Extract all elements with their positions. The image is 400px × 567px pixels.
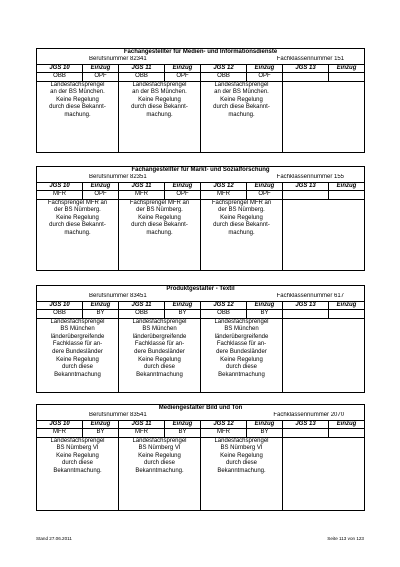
column-header: Einzug [83,182,119,190]
regulation-text-line: Landesfachsprengel [50,318,105,325]
regulation-text-line: Landesfachsprengel [214,318,269,325]
column-header: Einzug [329,420,365,428]
regulation-text-line: länderübergreifende [132,333,187,340]
regulation-text-line: Keine Regelung [138,452,181,459]
regulation-text [201,199,283,270]
region-code [329,73,365,81]
regulation-text-line: an der BS München. [214,89,269,96]
regulation-text [37,437,119,510]
region-code [283,310,329,318]
regulation-text-line: Bekanntmachung [218,371,265,378]
region-code: OPF [165,73,201,81]
regulation-text-line: Keine Regelung [56,96,99,103]
regulation-text-line: der BS Nürnberg. [54,207,101,214]
regulation-text [201,81,283,152]
column-header: JGS 11 [119,420,165,428]
column-header: Einzug [83,301,119,309]
regulation-text-line: Keine Regelung [220,452,263,459]
occupation-numbers [37,412,365,420]
column-header: JGS 11 [119,64,165,72]
region-code: MFR [201,191,247,199]
regulation-table [36,48,365,153]
footer-page-number: Seite 113 von 123 [327,536,364,541]
regulation-text-line: Landesfachsprengel [50,81,105,88]
region-code: MFR [37,429,83,437]
column-header: JGS 12 [201,420,247,428]
regulation-text-line: BS Nürnberg VI [56,445,99,452]
column-header: Einzug [165,182,201,190]
regulation-text [201,318,283,392]
regulation-text-line: Keine Regelung [56,452,99,459]
regulation-text-line: Fachklasse für an- [134,341,185,348]
regulation-text-line: durch diese [225,460,258,467]
regulation-text-line: machung. [64,230,91,236]
berufsnummer: Berufsnummer 83451 [89,293,147,300]
region-code: OBB [201,310,247,318]
region-code: BY [165,310,201,318]
region-code: BY [83,310,119,318]
column-header: JGS 10 [37,420,83,428]
regulation-text-line: Landesfachsprengel [214,81,269,88]
region-code [329,191,365,199]
regulation-text-line: machung. [64,112,91,118]
fachklassennummer: Fachklassennummer 2070 [273,412,345,419]
regulation-table [36,285,365,393]
column-header: Einzug [247,182,283,190]
regulation-text-line: Keine Regelung [56,356,99,363]
fachklassennummer: Fachklassennummer 151 [276,56,345,63]
regulation-text-line: an der BS München. [132,89,187,96]
region-code: MFR [37,191,83,199]
regulation-text-line: an der BS München. [50,89,105,96]
regulation-text-line: Bekanntmachung [136,371,183,378]
regulation-text-line: Fachklasse für an- [52,341,103,348]
occupation-numbers [37,56,365,64]
column-header: Einzug [165,301,201,309]
column-header: JGS 11 [119,301,165,309]
regulation-text-line: Keine Regelung [220,214,263,221]
regulation-text-line: Landesfachsprengel [132,318,187,325]
region-code [329,429,365,437]
regulation-text-line: Keine Regelung [56,214,99,221]
regulation-text [119,318,201,392]
regulation-text-line: Landesfachsprengel [50,437,105,444]
regulation-text [37,318,119,392]
regulation-text [37,199,119,270]
regulation-text-line: BS München [142,326,177,333]
regulation-text-line: dere Bundesländer [134,349,185,355]
regulation-text-line: Keine Regelung [138,356,181,363]
fachklassennummer: Fachklassennummer 617 [276,293,344,300]
regulation-text-line: Landesfachsprengel [132,437,187,444]
occupation-numbers [37,174,365,182]
region-code: BY [165,429,201,437]
regulation-text-line: Keine Regelung [220,356,263,363]
column-header: JGS 13 [283,420,329,428]
region-code: BY [247,429,283,437]
column-header: JGS 11 [119,182,165,190]
regulation-text-line: Keine Regelung [220,96,263,103]
regulation-text-line: durch diese [225,364,258,371]
region-code: MFR [201,429,247,437]
occupation-title: Mediengestalter Bild und Ton [37,405,365,413]
region-code: BY [83,429,119,437]
region-code: OBB [201,73,247,81]
regulation-table [36,166,365,271]
column-header: Einzug [165,64,201,72]
empty-cell [283,318,365,392]
regulation-text-line: BS Nürnberg VI [220,445,263,452]
regulation-text-line: durch diese Bekannt- [49,222,106,229]
regulation-text-line: BS Nürnberg VI [138,445,181,452]
regulation-text [201,437,283,510]
region-code: MFR [119,191,165,199]
regulation-text [119,437,201,510]
regulation-text-line: länderübergreifende [50,333,105,340]
column-header: Einzug [329,64,365,72]
column-header: Einzug [165,420,201,428]
regulation-text-line: BS München [224,326,259,333]
regulation-text-line: durch diese [61,364,94,371]
column-header: JGS 10 [37,64,83,72]
regulation-text-line: durch diese Bekannt- [49,104,106,111]
regulation-text-line: Fachsprengel MFR an [47,199,108,206]
column-header: JGS 12 [201,182,247,190]
region-code: OPF [247,191,283,199]
region-code: OBB [119,73,165,81]
regulation-text-line: Fachsprengel MFR an [211,199,272,206]
regulation-text-line: durch diese Bekannt- [131,222,188,229]
regulation-text-line: länderübergreifende [214,333,269,340]
empty-cell [283,81,365,152]
regulation-text-line: dere Bundesländer [216,349,267,355]
footer-date: Stand 27.06.2011 [36,536,72,541]
column-header: JGS 12 [201,64,247,72]
regulation-table [36,404,365,511]
region-code [283,191,329,199]
regulation-text-line: Bekanntmachung. [135,468,184,474]
regulation-text-line: der BS Nürnberg. [218,207,265,214]
region-code: OPF [247,73,283,81]
column-header: JGS 13 [283,182,329,190]
region-code [283,73,329,81]
regulation-text-line: BS München [60,326,95,333]
column-header: JGS 13 [283,64,329,72]
region-code: OBB [37,310,83,318]
column-header: JGS 12 [201,301,247,309]
occupation-title: Fachangestellter für Medien- und Informationsdienste [37,49,365,57]
berufsnummer: Berufsnummer 83541 [89,412,147,419]
region-code: OBB [119,310,165,318]
column-header: Einzug [247,301,283,309]
page-footer [36,536,364,541]
column-header: JGS 10 [37,301,83,309]
regulation-text-line: durch diese [143,364,176,371]
fachklassennummer: Fachklassennummer 155 [276,174,345,181]
regulation-text-line: machung. [146,112,173,118]
regulation-text-line: Keine Regelung [138,96,181,103]
regulation-text-line: durch diese [61,460,94,467]
column-header: JGS 10 [37,182,83,190]
regulation-text-line: dere Bundesländer [52,349,103,355]
regulation-text-line: machung. [146,230,173,236]
regulation-text-line: durch diese Bekannt- [213,222,270,229]
region-code [283,429,329,437]
region-code: OPF [165,191,201,199]
region-code [329,310,365,318]
region-code: OPF [83,191,119,199]
column-header: Einzug [83,64,119,72]
regulation-text-line: durch diese [143,460,176,467]
regulation-text-line: Landesfachsprengel [214,437,269,444]
berufsnummer: Berufsnummer 82341 [89,56,147,63]
column-header: Einzug [329,301,365,309]
region-code: MFR [119,429,165,437]
regulation-text-line: durch diese Bekannt- [131,104,188,111]
regulation-text-line: Bekanntmachung. [53,468,102,474]
column-header: Einzug [83,420,119,428]
column-header: JGS 13 [283,301,329,309]
regulation-text-line: Landesfachsprengel [132,81,187,88]
empty-cell [283,437,365,510]
regulation-text-line: Fachklasse für an- [216,341,267,348]
regulation-text-line: durch diese Bekannt- [213,104,270,111]
region-code: BY [247,310,283,318]
occupation-title: Produktgestalter - Textil [37,286,365,294]
region-code: OPF [83,73,119,81]
regulation-text-line: der BS Nürnberg. [136,207,183,214]
regulation-text-line: Keine Regelung [138,214,181,221]
column-header: Einzug [247,64,283,72]
regulation-text [37,81,119,152]
regulation-text-line: Bekanntmachung [54,371,101,378]
regulation-text [119,199,201,270]
occupation-numbers [37,293,365,301]
regulation-text-line: Fachsprengel MFR an [129,199,190,206]
berufsnummer: Berufsnummer 82351 [89,174,147,181]
regulation-text-line: Bekanntmachung. [217,468,266,474]
occupation-title: Fachangestellter für Markt- und Sozialforschung [37,167,365,175]
regulation-text-line: machung. [228,112,255,118]
region-code: OBB [37,73,83,81]
column-header: Einzug [247,420,283,428]
regulation-text [119,81,201,152]
empty-cell [283,199,365,270]
regulation-text-line: machung. [228,230,255,236]
column-header: Einzug [329,182,365,190]
